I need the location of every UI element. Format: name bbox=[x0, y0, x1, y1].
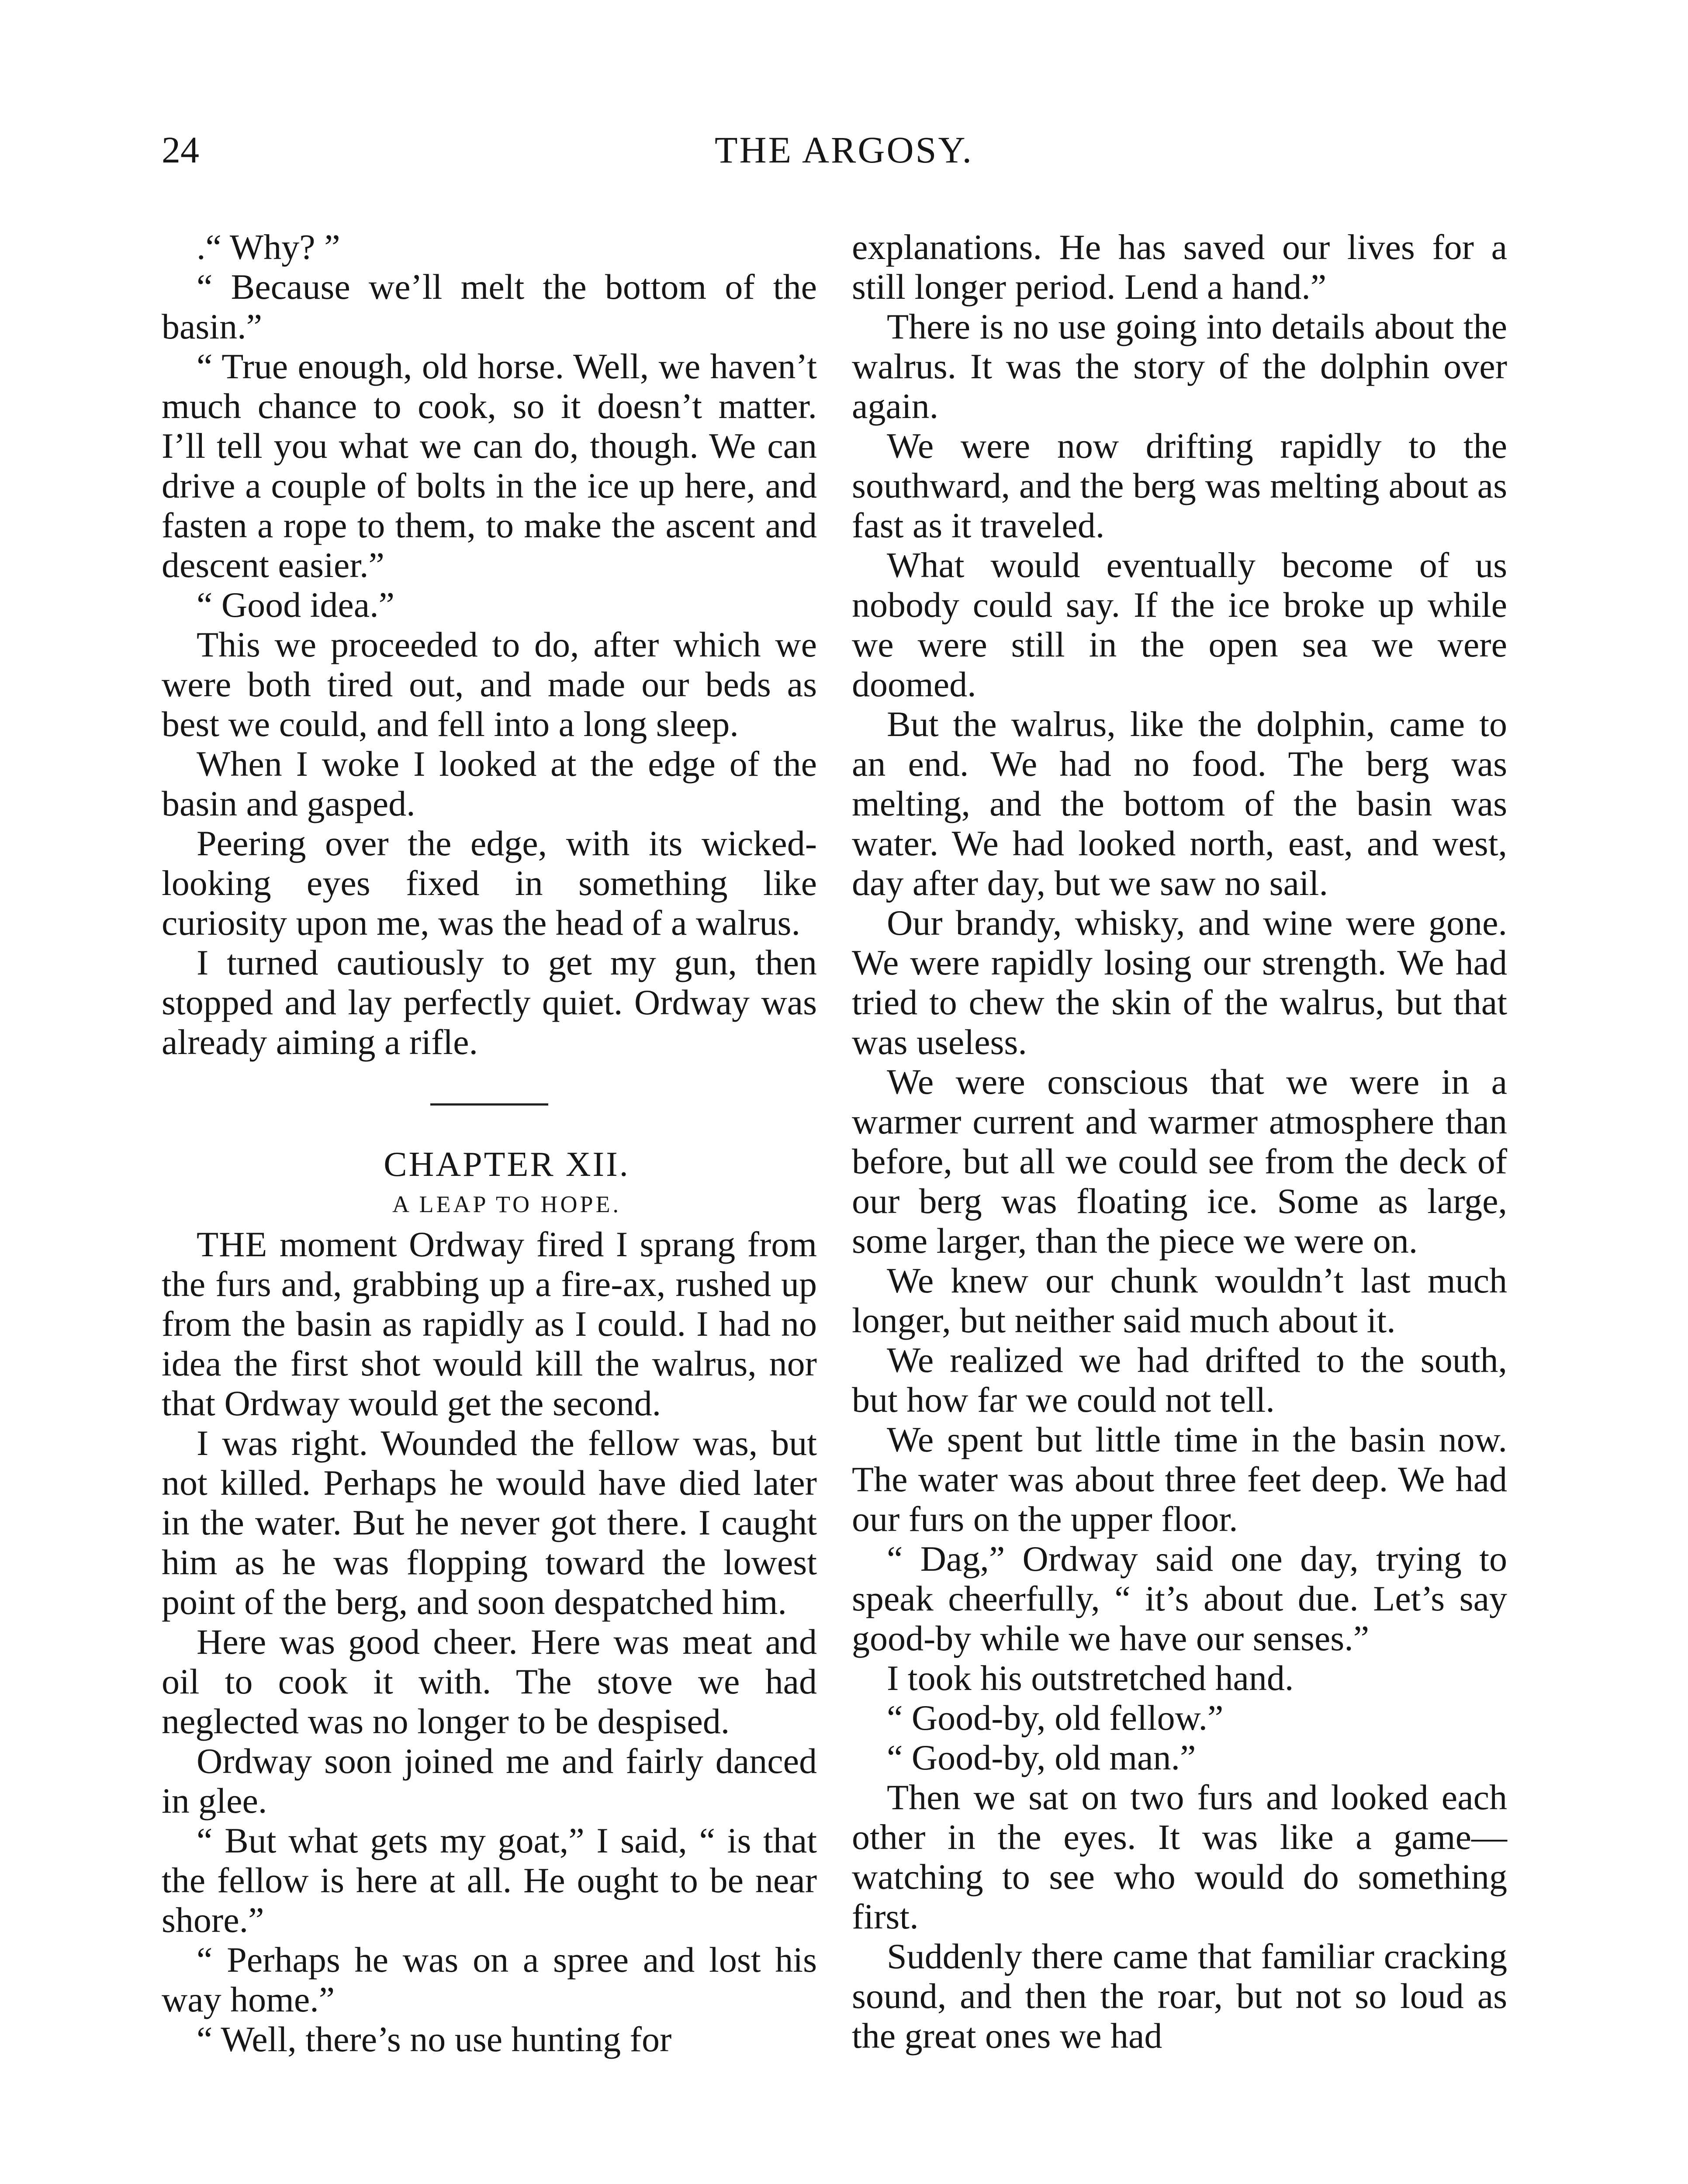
paragraph: “ True enough, old horse. Well, we haven’t much chance to cook, so it doesn’t matter. I’ll tell you what we can do, though. We can drive a couple of bolts in the ice up here, and fasten a rope to them, to make the ascent and descent easier.” bbox=[162, 346, 817, 585]
paragraph: When I woke I looked at the edge of the basin and gasped. bbox=[162, 744, 817, 823]
paragraph: This we proceeded to do, after which we were both tired out, and made our beds as best we could, and fell into a long sleep. bbox=[162, 625, 817, 744]
opening-word: THE bbox=[197, 1224, 268, 1264]
paragraph: Peering over the edge, with its wicked-looking eyes fixed in something like curiosity upon me, was the head of a walrus. bbox=[162, 823, 817, 943]
paragraph: “ Good idea.” bbox=[197, 585, 395, 625]
paragraph: “ Perhaps he was on a spree and lost his way home.” bbox=[162, 1940, 817, 2019]
right-column bbox=[852, 227, 1507, 2056]
paragraph: “ Good-by, old man.” bbox=[887, 1738, 1196, 1777]
chapter-title: CHAPTER XII. bbox=[384, 1145, 630, 1184]
paragraph: But the walrus, like the dolphin, came to an end. We had no food. The berg was melting, and the bottom of the basin was water. We had looked north, east, and west, day after day, but we saw no sail. bbox=[852, 704, 1507, 903]
paragraph: Ordway soon joined me and fairly danced in glee. bbox=[162, 1741, 817, 1821]
running-head: THE ARGOSY. bbox=[715, 129, 973, 171]
paragraph: I turned cautiously to get my gun, then stopped and lay perfectly quiet. Ordway was already aiming a rifle. bbox=[162, 943, 817, 1062]
paragraph: “ Well, there’s no use hunting for bbox=[197, 2019, 672, 2059]
paragraph: “ Because we’ll melt the bottom of the basin.” bbox=[162, 267, 817, 346]
paragraph: Here was good cheer. Here was meat and oil to cook it with. The stove we had neglected was no longer to be despised. bbox=[162, 1622, 817, 1741]
page-number: 24 bbox=[162, 129, 199, 171]
paragraph: Then we sat on two furs and looked each other in the eyes. It was like a game—watching to see who would do something first. bbox=[852, 1777, 1507, 1936]
continued-paragraph: explanations. He has saved our lives for a still longer period. Lend a hand.” bbox=[852, 227, 1507, 307]
paragraph: Our brandy, whisky, and wine were gone. We were rapidly losing our strength. We had tried to chew the skin of the walrus, but that was useless. bbox=[852, 903, 1507, 1062]
paragraph: We were now drifting rapidly to the southward, and the berg was melting about as fast as it traveled. bbox=[852, 426, 1507, 545]
paragraph: There is no use going into details about the walrus. It was the story of the dolphin over again. bbox=[852, 307, 1507, 426]
paragraph: “ Dag,” Ordway said one day, trying to speak cheerfully, “ it’s about due. Let’s say good-by while we have our senses.” bbox=[852, 1539, 1507, 1658]
opening-text: moment Ordway fired I sprang from the furs and, grabbing up a fire-ax, rushed up from the basin as rapidly as I could. I had no idea the first shot would kill the walrus, nor that Ordway would get the second. bbox=[162, 1224, 817, 1423]
paragraph: .“ Why? ” bbox=[197, 227, 340, 267]
chapter-subtitle: A LEAP TO HOPE. bbox=[392, 1191, 622, 1217]
section-divider bbox=[430, 1103, 548, 1106]
left-column bbox=[162, 227, 817, 2059]
chapter-opening-paragraph bbox=[162, 1224, 817, 1423]
paragraph: We were conscious that we were in a warmer current and warmer atmosphere than before, but all we could see from the deck of our berg was floating ice. Some as large, some larger, than the piece we were on. bbox=[852, 1062, 1507, 1261]
paragraph: “ But what gets my goat,” I said, “ is that the fellow is here at all. He ought to be near shore.” bbox=[162, 1821, 817, 1940]
paragraph: I was right. Wounded the fellow was, but not killed. Perhaps he would have died later in the water. But he never got there. I caught him as he was flopping toward the lowest point of the berg, and soon despatched him. bbox=[162, 1423, 817, 1622]
paragraph: We knew our chunk wouldn’t last much longer, but neither said much about it. bbox=[852, 1261, 1507, 1340]
paragraph: We realized we had drifted to the south, but how far we could not tell. bbox=[852, 1340, 1507, 1420]
paragraph: I took his outstretched hand. bbox=[887, 1658, 1294, 1698]
paragraph: Suddenly there came that familiar cracking sound, and then the roar, but not so loud as the great ones we had bbox=[852, 1936, 1507, 2056]
paragraph: “ Good-by, old fellow.” bbox=[887, 1698, 1224, 1738]
paragraph: We spent but little time in the basin now. The water was about three feet deep. We had our furs on the upper floor. bbox=[852, 1420, 1507, 1539]
paragraph: What would eventually become of us nobody could say. If the ice broke up while we were still in the open sea we were doomed. bbox=[852, 545, 1507, 704]
